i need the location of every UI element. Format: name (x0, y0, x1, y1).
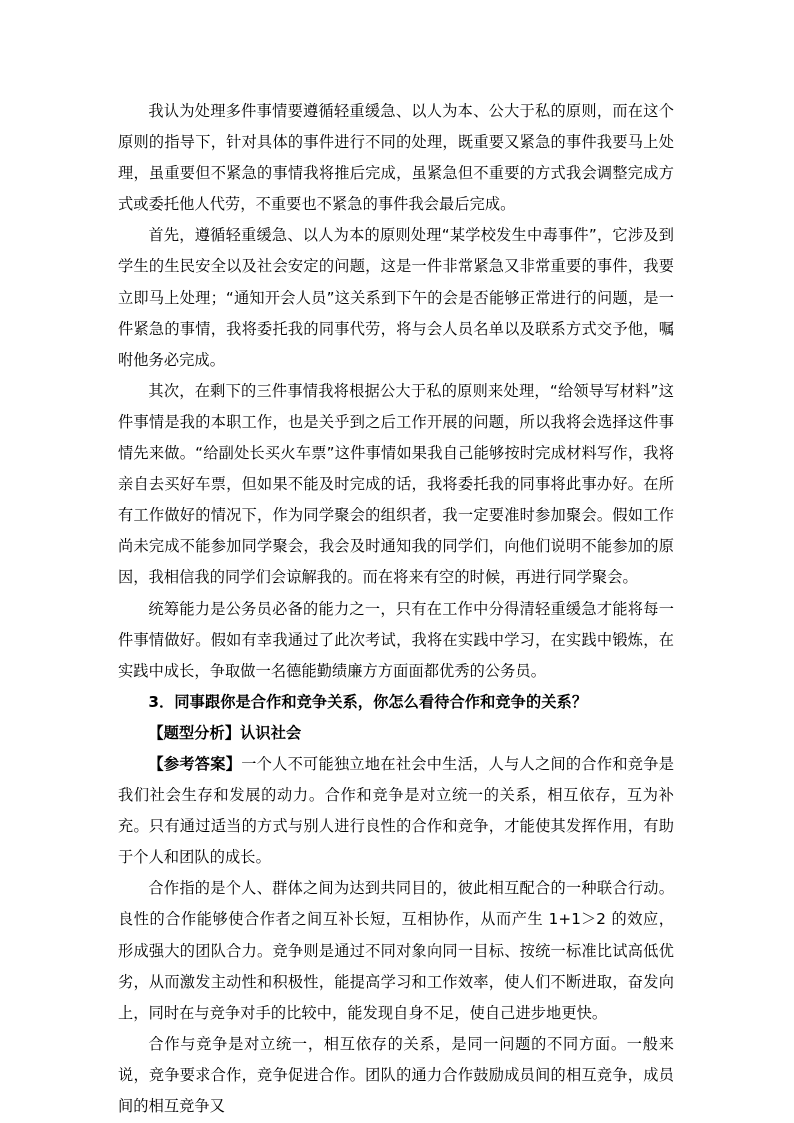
paragraph-cooperation: 合作指的是个人、群体之间为达到共同目的，彼此相互配合的一种联合行动。良性的合作能够使合作者之间互补长短，互相协作，从而产生 1+1＞2 的效应，形成强大的团队合力。竞争则是通过不同对象向同一目标、按统一标准比试高低优劣，从而激发主动性和积极性，能提高学习和工作效率，使人们不断进取，奋发向上，同时在与竞争对手的比较中，能发现自身不足，使自己进步地更快。 (118, 879, 674, 1022)
analysis-tag: 【题型分析】 (148, 723, 241, 742)
paragraph-principles: 我认为处理多件事情要遵循轻重缓急、以人为本、公大于私的原则，而在这个原则的指导下，针对具体的事件进行不同的处理，既重要又紧急的事件我要马上处理，虽重要但不紧急的事情我将推后完成，虽紧急但不重要的方式我会调整完成方式或委托他人代劳，不重要也不紧急的事件我会最后完成。 (118, 102, 674, 214)
paragraph-coordination: 统筹能力是公务员必备的能力之一，只有在工作中分得清轻重缓急才能将每一件事情做好。假如有幸我通过了此次考试，我将在实践中学习，在实践中锻炼，在实践中成长，争取做一名德能勤绩廉方方面面都优秀的公务员。 (118, 599, 674, 680)
answer-tag: 【参考答案】 (148, 754, 242, 773)
document-body (118, 96, 674, 1122)
analysis-value: 认识社会 (240, 723, 302, 742)
paragraph-unity: 合作与竞争是对立统一，相互依存的关系，是同一问题的不同方面。一般来说，竞争要求合作，竞争促进合作。团队的通力合作鼓励成员间的相互竞争，成员间的相互竞争又 (118, 1034, 674, 1115)
paragraph-first: 首先，遵循轻重缓急、以人为本的原则处理“某学校发生中毒事件”，它涉及到学生的生民安全以及社会安定的问题，这是一件非常紧急又非常重要的事件，我要立即马上处理；“通知开会人员”这关系到下午的会是否能够正常进行的问题，是一件紧急的事情，我将委托我的同事代劳，将与会人员名单以及联系方式交予他，嘱咐他务必完成。 (118, 226, 674, 369)
question-type-analysis (118, 718, 674, 749)
answer-text: 一个人不可能独立地在社会中生活，人与人之间的合作和竞争是我们社会生存和发展的动力。合作和竞争是对立统一的关系，相互依存，互为补充。只有通过适当的方式与别人进行良性的合作和竞争，才能使其发挥作用，有助于个人和团队的成长。 (118, 754, 674, 867)
reference-answer (118, 749, 674, 873)
question-heading: 3．同事跟你是合作和竞争关系，你怎么看待合作和竞争的关系？ (148, 692, 588, 711)
paragraph-second: 其次，在剩下的三件事情我将根据公大于私的原则来处理，“给领导写材料”这件事情是我的本职工作，也是关乎到之后工作开展的问题，所以我将会选择这件事情先来做。“给副处长买火车票”这件事情如果我自己能够按时完成材料写作，我将亲自去买好车票，但如果不能及时完成的话，我将委托我的同事将此事办好。在所有工作做好的情况下，作为同学聚会的组织者，我一定要准时参加聚会。假如工作尚未完成不能参加同学聚会，我会及时通知我的同学们，向他们说明不能参加的原因，我相信我的同学们会谅解我的。而在将来有空的时候，再进行同学聚会。 (118, 381, 674, 587)
